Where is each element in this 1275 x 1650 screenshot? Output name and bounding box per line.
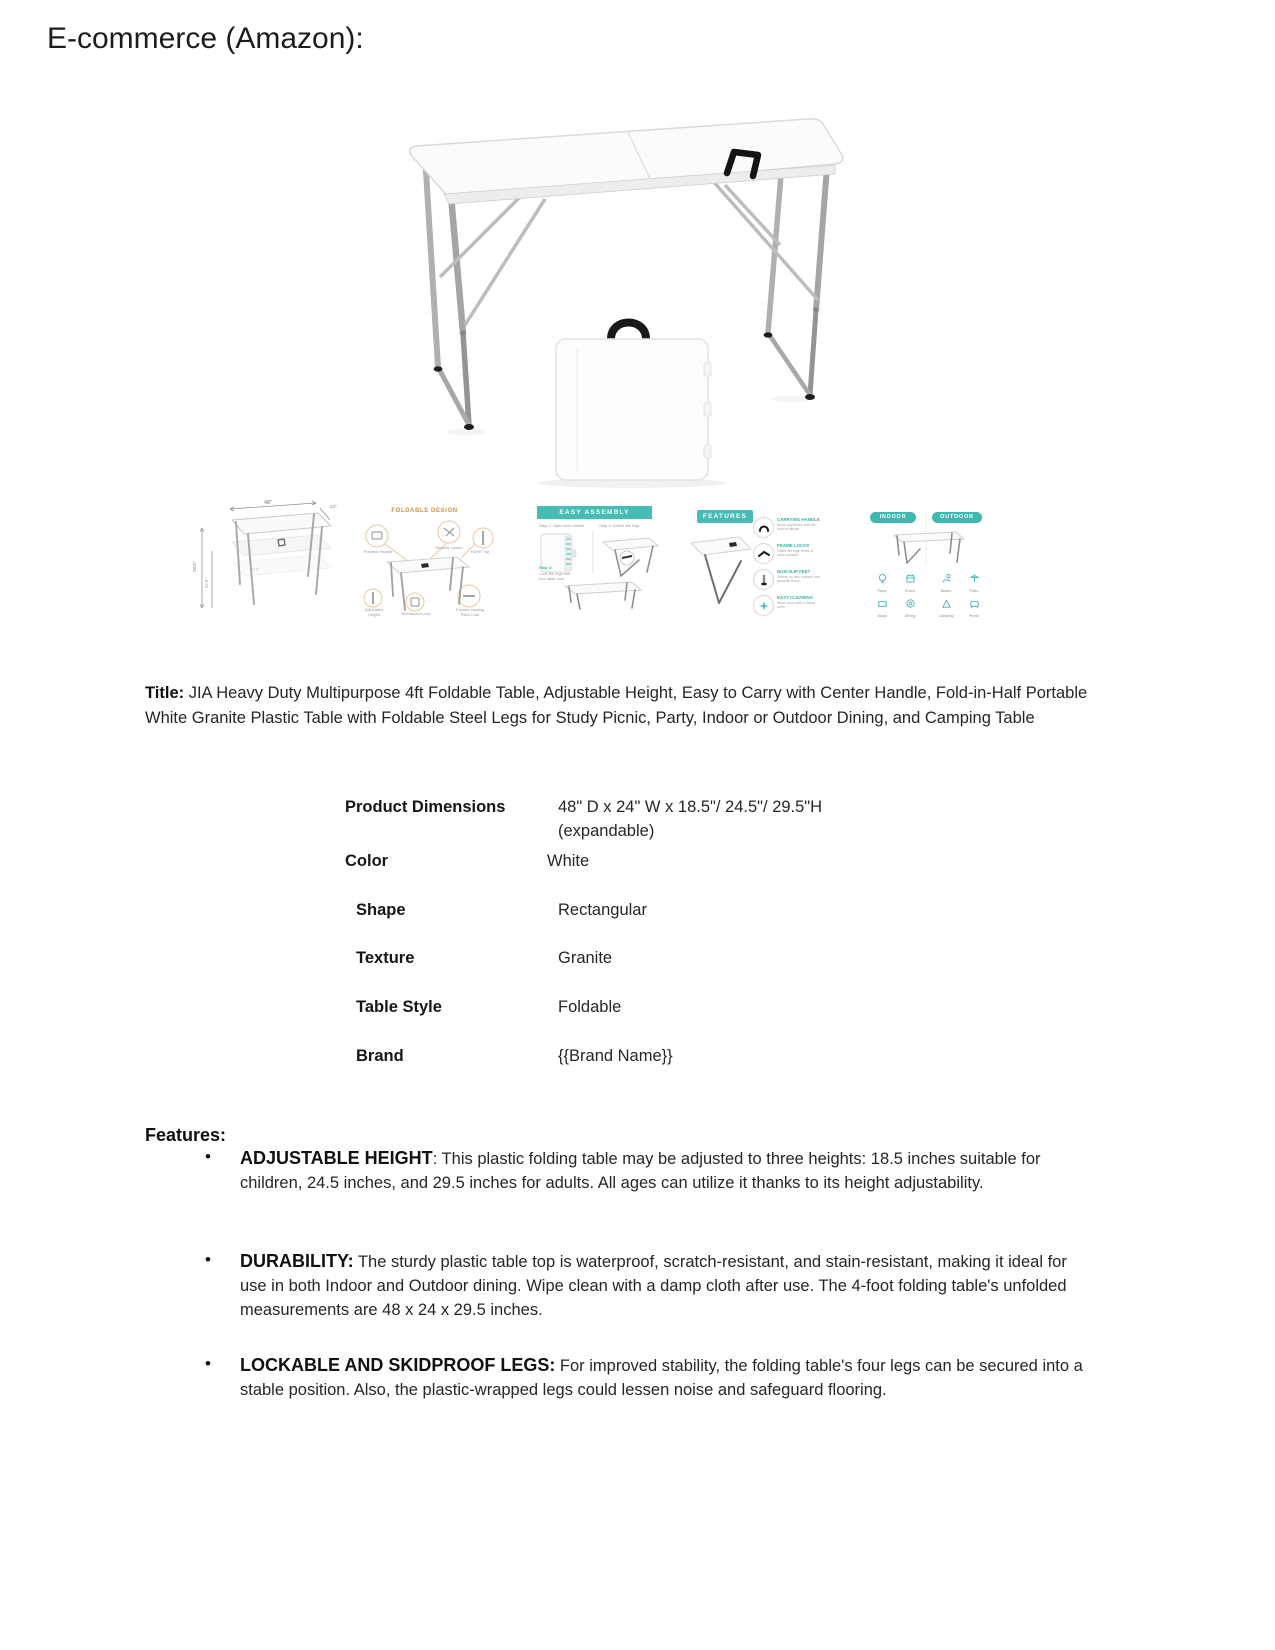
thumbnail-features: FEATURES CARRYING HANDLE Move anywhere with the built-in handle FRAME LOCKS Holds the legs firmly in open position NON-SLIP FEET Steady on any surface and protects floors EASY CLEANING Wipe clean with a damp cloth — [689, 501, 822, 613]
indoor-badge: INDOOR — [870, 512, 916, 523]
thumbnail-easy-assembly — [527, 498, 662, 612]
table-scene-mini — [860, 527, 992, 567]
spec-row-brand — [356, 1047, 673, 1066]
callout-portable-handle: Portable Handle — [363, 549, 393, 554]
table-corner-mini — [689, 531, 751, 613]
height-dimension-label: 29.5" — [192, 561, 197, 572]
spec-label: Color — [345, 852, 389, 870]
use-dining: Dining — [904, 613, 916, 618]
spec-row-texture — [356, 949, 613, 968]
spec-value: {{Brand Name}} — [558, 1047, 673, 1065]
carrying-handle-icon — [753, 517, 774, 538]
spec-row-table-style — [356, 998, 622, 1017]
page-title: E-commerce (Amazon): — [47, 22, 364, 55]
use-study: Study — [877, 613, 887, 618]
half-open-table-mini — [603, 538, 658, 576]
use-event: Event — [905, 589, 915, 593]
spec-value: 48" D x 24" W x 18.5"/ 24.5"/ 29.5"H — [558, 798, 823, 816]
assembly-step3-label: Step 3: — [539, 565, 553, 570]
callout-reinforced-lock: Reinforced Lock — [401, 611, 431, 616]
folded-table-panel — [556, 323, 711, 481]
spec-label: Shape — [356, 901, 406, 919]
title-text: JIA Heavy Duty Multipurpose 4ft Foldable Table, Adjustable Height, Easy to Carry with Center Handle, Fold-in-Half Portable White Granite Plastic Table with Foldable Steel Legs for Study Picnic, Party, Indoor or Outdoor Dining, and Camping Table — [145, 684, 1088, 727]
assembly-step1-caption: Step 1: Open from middle — [539, 523, 585, 528]
feature-bullet-durability: • DURABILITY: The sturdy plastic table top is waterproof, scratch-resistant, and stain-resistant, making it ideal for use in both Indoor and Outdoor dining. Wipe clean with a damp cloth after use. The 4-foot folding table's unfolded measurements are 48 x 24 x 29.5 inches. — [205, 1250, 1067, 1319]
use-picnic: Picnic — [968, 613, 980, 618]
spec-value: Rectangular — [558, 901, 647, 919]
easy-cleaning-icon — [753, 595, 774, 616]
spec-row-color — [345, 852, 590, 871]
open-table-mini — [565, 582, 641, 609]
spec-value-note: (expandable) — [558, 822, 655, 840]
assembly-step2-caption: Step 2: Unfold the legs — [599, 523, 640, 528]
bullet-dot: • — [205, 1147, 211, 1166]
use-beach: Beach — [940, 589, 952, 593]
non-slip-foot-icon — [753, 569, 774, 590]
spec-label: Texture — [356, 949, 415, 967]
spec-label: Product Dimensions — [345, 798, 506, 816]
callout-paint-coat: Powder-coating Paint Coat — [456, 607, 484, 617]
use-patio: Patio — [969, 589, 979, 593]
spec-label: Table Style — [356, 998, 442, 1016]
spec-label: Brand — [356, 1047, 404, 1065]
spec-row-product-dimensions — [345, 798, 823, 840]
assembly-step3-caption: Lock the legs and turn table over — [539, 571, 571, 581]
bullet-dot: • — [205, 1354, 211, 1373]
spec-value: Granite — [558, 949, 613, 967]
foldable-table-illustration — [330, 95, 890, 490]
bullet-dot: • — [205, 1250, 211, 1269]
use-party: Party — [877, 589, 887, 593]
thumbnail-indoor-outdoor — [860, 505, 992, 618]
dimensions-diagram — [190, 496, 347, 618]
spec-value: White — [547, 852, 590, 870]
callout-adjustable-height: Adjustable Height — [364, 607, 384, 617]
foldable-design-title: FOLDABLE DESIGN — [391, 508, 458, 514]
easy-assembly-banner: EASY ASSEMBLY — [537, 506, 652, 519]
width-dimension-label: 48" — [263, 500, 273, 506]
thumbnail-dimensions — [190, 496, 347, 618]
title-label: Title: — [145, 684, 185, 702]
depth-dimension-label: 24" — [330, 504, 337, 509]
features-banner: FEATURES — [697, 510, 753, 523]
use-camping: Camping — [938, 613, 954, 618]
feature-bullet-lockable-legs: • LOCKABLE AND SKIDPROOF LEGS: For improved stability, the folding table's four legs can be secured into a stable position. Also, the plastic-wrapped legs could lessen noise and safeguard flooring. — [205, 1354, 1083, 1399]
thumbnail-foldable-design — [357, 500, 492, 622]
height-dimension-label-2: 24.5" — [204, 578, 209, 588]
outdoor-badge: OUTDOOR — [932, 512, 982, 523]
spec-row-shape — [356, 901, 647, 920]
main-product-image — [330, 95, 890, 490]
feature-bullet-adjustable-height: • ADJUSTABLE HEIGHT: This plastic folding table may be adjusted to three heights: 18.5 inches suitable for children, 24.5 inches, and 29.5 inches for adults. All ages can utilize it thanks to its height adjustability. — [205, 1147, 1041, 1192]
frame-lock-icon — [753, 543, 774, 564]
features-heading: Features: — [145, 1125, 227, 1145]
callout-security-locker: Security Locker — [435, 545, 463, 550]
product-title — [145, 681, 1107, 730]
spec-value: Foldable — [558, 998, 622, 1016]
callout-hdpe-top: HDPE Top — [470, 549, 490, 554]
